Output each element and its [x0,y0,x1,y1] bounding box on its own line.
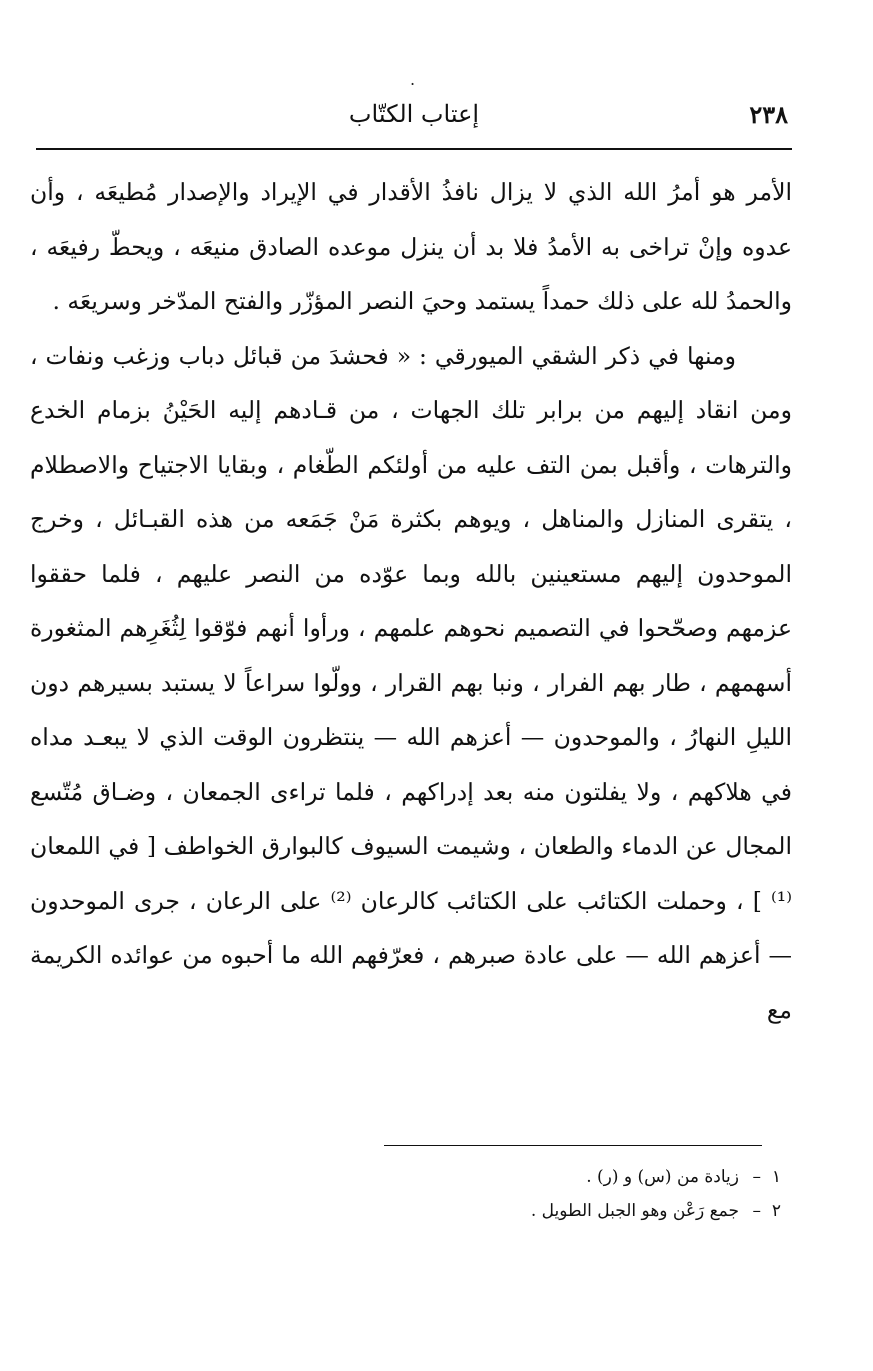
paragraph-2: ومنها في ذكر الشقي الميورقي : « فحشدَ من قبائل دباب وزغب ونفات ، ومن انقاد إليهم من برابر تلك الجهات ، من قـادهم إليه الحَيْنُ بزمام الخدع والترهات ، وأقبل بمن التف عليه من أولئكم الطّغام ، وبقايا الاجتياح والاصطلام ، يتقرى المنازل والمناهل ، ويوهم بكثرة مَنْ جَمَعه من هذه القبـائل ، وخرج الموحدون إليهم مستعينين بالله وبما عوّده من النصر عليهم ، فلما حققوا عزمهم وصحّحوا في التصميم نحوهم علمهم ، ورأوا أنهم فوّقوا لِثُغَرِهم المثغورة أسهمهم ، طار بهم الفرار ، ونبا بهم القرار ، وولّوا سراعاً لا يستبد بسيرهم دون الليلِ النهارُ ، والموحدون — أعزهم الله — ينتظرون الوقت الذي لا يبعـد مداه في هلاكهم ، ولا يفلتون منه بعد إدراكهم ، فلما تراءى الجمعان ، وضـاق مُتّسع المجال عن الدماء والطعان ، وشيمت السيوف كالبوارق الخواطف [ في اللمعان ⁽¹⁾ ] ، وحملت الكتائب على الكتائب كالرعان ⁽²⁾ على الرعان ، جرى الموحدون — أعزهم الله — على عادة صبرهم ، فعرّفهم الله ما أحبوه من عوائده الكريمة مع [30,341,792,1024]
running-title: إعتاب الكتّاب [348,100,480,128]
footnote-text: زيادة من (س) و (ر) . [586,1167,739,1187]
footnotes [221,1160,781,1228]
body-text [30,165,792,1037]
decorative-dot: . [410,70,416,89]
footnote-dash: – [752,1201,761,1221]
paragraph-1: الأمر هو أمرُ الله الذي لا يزال نافذُ الأقدار في الإيراد والإصدار مُطيعَه ، وأن عدوه وإنْ تراخى به الأمدُ فلا بد أن ينزل موعده الصادق منيعَه ، ويحطّ رفيعَه ، والحمدُ لله على ذلك حمداً يستمد وحيَ النصر المؤزّر والفتح المدّخر وسريعَه . [30,178,792,315]
footnote-2 [221,1194,781,1228]
header-rule [36,148,792,150]
footnote-dash: – [752,1167,761,1187]
footnote-rule [384,1145,762,1146]
footnote-number: ٢ [771,1201,781,1221]
page-header [36,100,792,134]
footnote-text: جمع رَعْن وهو الجبل الطويل . [530,1201,739,1221]
footnote-1 [221,1160,781,1194]
page-number: ٢٣٨ [749,100,788,129]
footnote-number: ١ [771,1167,781,1187]
